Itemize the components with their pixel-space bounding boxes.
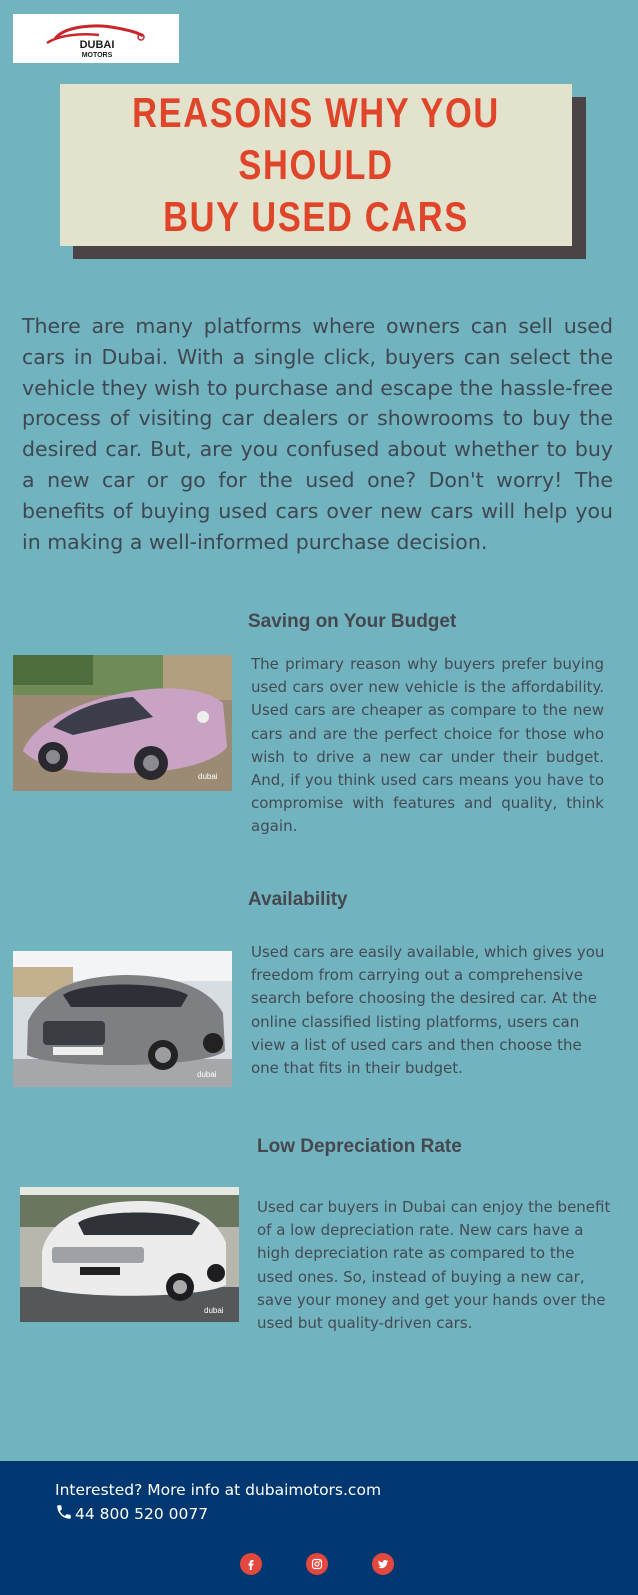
brand-logo[interactable] xyxy=(13,14,179,63)
instagram-link[interactable] xyxy=(306,1553,328,1575)
page-title xyxy=(106,87,526,243)
title-line-2: BUY USED CARS xyxy=(163,193,469,240)
logo-text-dubai: DUBAI xyxy=(79,38,115,51)
instagram-icon xyxy=(311,1558,323,1570)
white-suv-photo xyxy=(20,1187,239,1322)
title-card xyxy=(60,84,572,246)
facebook-link[interactable] xyxy=(240,1553,262,1575)
pink-car-photo xyxy=(13,655,232,791)
facebook-icon xyxy=(245,1558,257,1570)
section-text-budget: The primary reason why buyers prefer buying used cars over new vehicle is the affordability. Used cars are cheaper as compare to the new cars and are the perfect choice for those who wish to drive a new car under their budget. And, if you think used cars means you have to compromise with features and quality, think again. xyxy=(251,655,604,836)
logo-text-motors: MOTORS xyxy=(81,51,113,59)
section-text-availability: Used cars are easily available, which gives you freedom from carrying out a comprehensive search before choosing the desired car. At the online classified listing platforms, users can view a list of used cars and then choose the one that fits in their budget. xyxy=(251,943,605,1078)
twitter-icon xyxy=(377,1558,389,1570)
section-heading-budget: Saving on Your Budget xyxy=(248,611,457,632)
car-logo-icon xyxy=(41,19,151,59)
phone-icon xyxy=(55,1503,73,1521)
svg-text:dubai: dubai xyxy=(197,1070,217,1079)
twitter-link[interactable] xyxy=(372,1553,394,1575)
footer-phone-number: 44 800 520 0077 xyxy=(75,1505,209,1523)
svg-text:dubai: dubai xyxy=(204,1306,224,1315)
footer-phone[interactable] xyxy=(55,1503,208,1523)
title-line-1: REASONS WHY YOU SHOULD xyxy=(132,89,500,188)
section-text-depreciation: Used car buyers in Dubai can enjoy the benefit of a low depreciation rate. New cars have a high depreciation rate as compared to the used ones. So, instead of buying a new car, save your money and get your hands over the used but quality-driven cars. xyxy=(257,1198,611,1333)
intro-paragraph: There are many platforms where owners can sell used cars in Dubai. With a single click, buyers can select the vehicle they wish to purchase and escape the hassle-free process of visiting car dealers or showrooms to buy the desired car. But, are you confused about whether to buy a new car or go for the used one? Don't worry! The benefits of buying used cars over new cars will help you in making a well-informed purchase decision. xyxy=(22,314,613,554)
footer-info-link[interactable]: Interested? More info at dubaimotors.com xyxy=(55,1481,382,1499)
silver-suv-photo xyxy=(13,951,232,1087)
section-heading-depreciation: Low Depreciation Rate xyxy=(257,1136,462,1157)
section-heading-availability: Availability xyxy=(248,889,348,910)
svg-text:dubai: dubai xyxy=(198,772,218,781)
